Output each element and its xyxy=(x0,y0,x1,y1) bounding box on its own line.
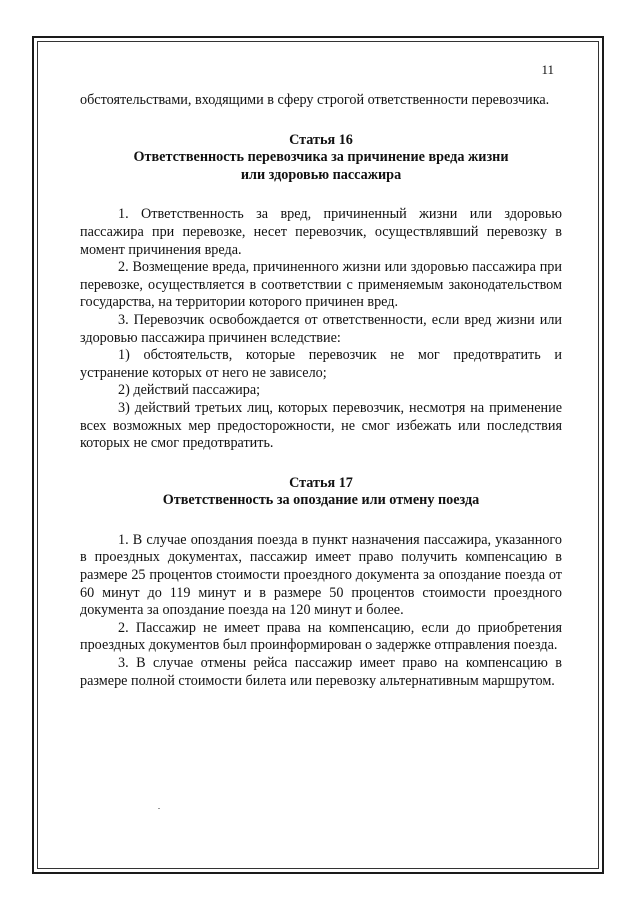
article-16 xyxy=(80,132,562,453)
article-16-paragraph-1: 1. Ответственность за вред, причиненный жизни или здоровью пассажира при перевозке, несет перевозчик, осуществлявший перевозку в момент причинения вреда. xyxy=(80,206,562,258)
article-17-paragraph-1: 1. В случае опоздания поезда в пункт назначения пассажира, указанного в проездных документах, пассажир имеет право получить компенсацию в размере 25 процентов стоимости проездного документа за опоздание поезда от 60 минут до 119 минут и в размере 50 процентов стоимости проездного документа за опоздание поезда на 120 минут и более. xyxy=(80,531,562,619)
article-17-paragraph-3: 3. В случае отмены рейса пассажир имеет право на компенсацию в размере полной стоимости билета или перевозку альтернативным маршрутом. xyxy=(80,655,562,689)
article-17-paragraph-2: 2. Пассажир не имеет права на компенсацию, если до приобретения проездных документов был проинформирован о задержке отправления поезда. xyxy=(80,619,562,654)
article-17-title-line-1: Ответственность за опоздание или отмену поезда xyxy=(162,492,480,509)
document-body xyxy=(80,92,562,690)
article-16-title-line-2: или здоровью пассажира xyxy=(240,166,402,183)
intro-paragraph: обстоятельствами, входящими в сферу строгой ответственности перевозчика. xyxy=(80,92,550,108)
article-16-heading: Статья 16 xyxy=(289,131,353,148)
article-16-subitem-3: 3) действий третьих лиц, которых перевозчик, несмотря на применение всех возможных мер предосторожности, не смог избежать или последствия которых не смог предотвратить. xyxy=(80,399,562,452)
article-16-paragraph-3: 3. Перевозчик освобождается от ответственности, если вред жизни или здоровью пассажира причинен вследствие: xyxy=(80,311,562,346)
article-16-subitem-1: 1) обстоятельств, которые перевозчик не мог предотвратить и устранение которых от него не зависело; xyxy=(80,347,562,381)
article-17 xyxy=(80,475,562,691)
article-16-subitem-2: 2) действий пассажира; xyxy=(118,382,261,399)
page-number: 11 xyxy=(541,62,554,77)
article-17-heading: Статья 17 xyxy=(289,474,353,491)
article-16-title-line-1: Ответственность перевозчика за причинение вреда жизни xyxy=(133,149,509,166)
article-16-paragraph-2: 2. Возмещение вреда, причиненного жизни или здоровью пассажира при перевозке, осуществляется в соответствии с применяемым законодательством государства, на территории которого причинен вред. xyxy=(80,259,562,311)
scan-artifact xyxy=(158,808,160,809)
